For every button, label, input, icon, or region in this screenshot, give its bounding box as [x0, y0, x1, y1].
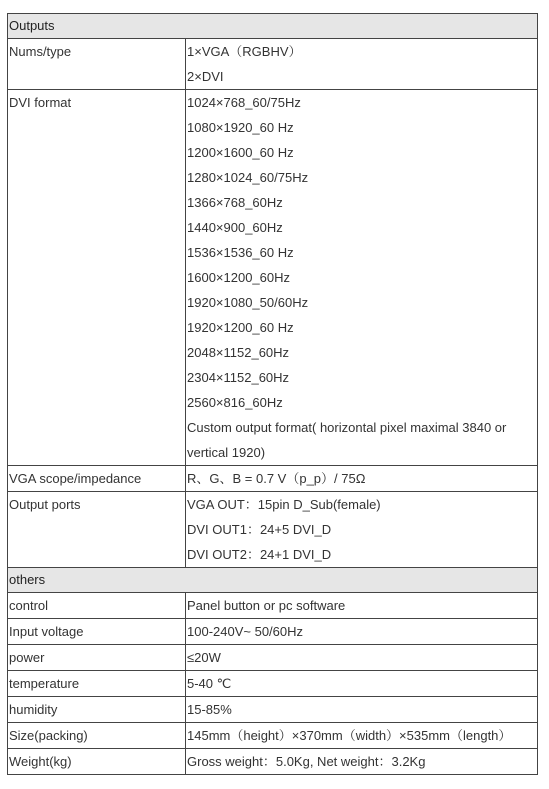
value-line: 2304×1152_60Hz — [187, 370, 290, 385]
value-line: 1536×1536_60 Hz — [187, 245, 294, 260]
value-line: 15-85% — [187, 702, 232, 717]
value-line: 100-240V~ 50/60Hz — [187, 624, 304, 639]
value-line: 1440×900_60Hz — [187, 220, 283, 235]
table-row-control — [8, 593, 538, 619]
row-value — [186, 697, 538, 723]
table-row-output-ports — [8, 492, 538, 568]
row-label: humidity — [8, 697, 186, 723]
spec-table-body — [8, 14, 538, 775]
value-line: 1200×1600_60 Hz — [187, 145, 294, 160]
value-line: 1920×1080_50/60Hz — [187, 295, 309, 310]
row-value — [186, 593, 538, 619]
row-value — [186, 90, 538, 466]
value-line: 1600×1200_60Hz — [187, 270, 291, 285]
value-line: DVI OUT2：24+1 DVI_D — [187, 547, 332, 562]
value-line: R、G、B = 0.7 V（p_p）/ 75Ω — [187, 471, 366, 486]
table-row-temperature — [8, 671, 538, 697]
row-label: temperature — [8, 671, 186, 697]
section-title: Outputs — [8, 14, 538, 39]
row-label: Size(packing) — [8, 723, 186, 749]
section-header-others — [8, 568, 538, 593]
value-line: 5-40 ℃ — [187, 676, 232, 691]
table-row-size-packing — [8, 723, 538, 749]
value-line: 2×DVI — [187, 69, 224, 84]
value-line: 1920×1200_60 Hz — [187, 320, 294, 335]
table-row-vga-scope — [8, 466, 538, 492]
value-line: Custom output format( horizontal pixel maximal 3840 or vertical 1920) — [187, 420, 507, 460]
value-line: VGA OUT：15pin D_Sub(female) — [187, 497, 381, 512]
row-value — [186, 749, 538, 775]
value-line: 1280×1024_60/75Hz — [187, 170, 309, 185]
row-label: DVI format — [8, 90, 186, 466]
row-label: Output ports — [8, 492, 186, 568]
table-row-humidity — [8, 697, 538, 723]
section-header-outputs — [8, 14, 538, 39]
value-line: 2048×1152_60Hz — [187, 345, 290, 360]
value-line: Panel button or pc software — [187, 598, 346, 613]
row-label: VGA scope/impedance — [8, 466, 186, 492]
table-row-power — [8, 645, 538, 671]
value-line: ≤20W — [187, 650, 221, 665]
value-line: 145mm（height）×370mm（width）×535mm（length） — [187, 728, 512, 743]
section-title: others — [8, 568, 538, 593]
table-row-nums-type — [8, 39, 538, 90]
value-line: 1080×1920_60 Hz — [187, 120, 294, 135]
row-value — [186, 671, 538, 697]
row-label: Nums/type — [8, 39, 186, 90]
row-label: power — [8, 645, 186, 671]
value-line: 2560×816_60Hz — [187, 395, 283, 410]
table-row-dvi-format — [8, 90, 538, 466]
row-label: Weight(kg) — [8, 749, 186, 775]
spec-table — [7, 13, 538, 775]
row-label: control — [8, 593, 186, 619]
table-row-weight — [8, 749, 538, 775]
value-line: Gross weight：5.0Kg, Net weight：3.2Kg — [187, 754, 426, 769]
row-value — [186, 492, 538, 568]
table-row-input-voltage — [8, 619, 538, 645]
row-value — [186, 723, 538, 749]
row-value — [186, 645, 538, 671]
value-line: 1024×768_60/75Hz — [187, 95, 301, 110]
value-line: 1366×768_60Hz — [187, 195, 283, 210]
row-value — [186, 39, 538, 90]
row-label: Input voltage — [8, 619, 186, 645]
row-value — [186, 466, 538, 492]
row-value — [186, 619, 538, 645]
value-line: DVI OUT1：24+5 DVI_D — [187, 522, 332, 537]
value-line: 1×VGA（RGBHV） — [187, 44, 302, 59]
